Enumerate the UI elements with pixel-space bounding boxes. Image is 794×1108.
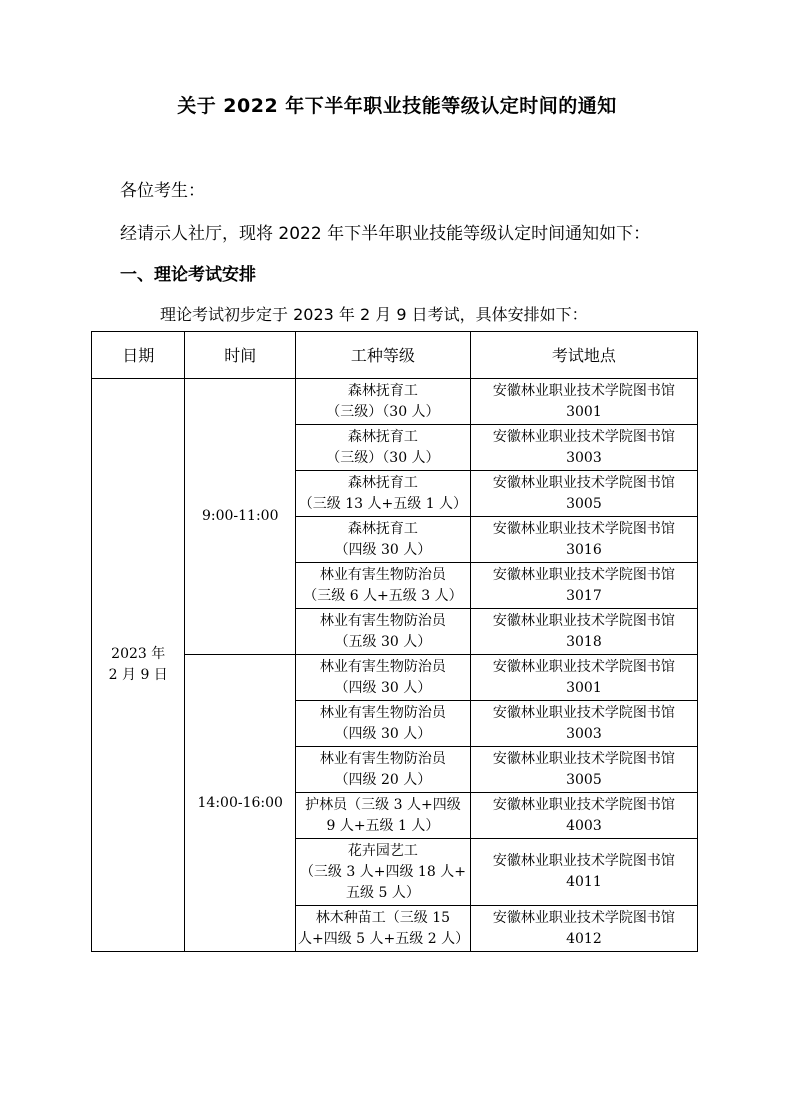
- cell-line: 2 月 9 日: [108, 667, 168, 683]
- table-header-row: [92, 332, 698, 379]
- cell-line: 森林抚育工: [347, 474, 418, 491]
- cell-line: 3016: [566, 541, 602, 558]
- section-heading: 一、理论考试安排: [120, 265, 256, 285]
- location-cell: [470, 747, 697, 793]
- location-cell: [470, 609, 697, 655]
- trade-level-cell: [296, 609, 471, 655]
- cell-line: 安徽林业职业技术学院图书馆: [492, 909, 675, 926]
- table-body: [92, 379, 698, 952]
- trade-level-cell: [296, 655, 471, 701]
- cell-line: 护林员（三级 3 人+四级: [305, 796, 461, 813]
- cell-line: （三级）（30 人）: [326, 449, 440, 466]
- cell-line: 安徽林业职业技术学院图书馆: [492, 612, 675, 629]
- cell-line: （三级 6 人+五级 3 人）: [303, 587, 463, 604]
- date-cell: [92, 379, 185, 952]
- time-cell: 9:00-11:00: [185, 379, 296, 655]
- location-cell: [470, 425, 697, 471]
- cell-line: 3003: [566, 449, 602, 466]
- location-cell: [470, 655, 697, 701]
- cell-line: 安徽林业职业技术学院图书馆: [492, 750, 675, 767]
- cell-line: 4012: [566, 930, 602, 947]
- cell-line: （五级 30 人）: [334, 633, 432, 650]
- salutation: 各位考生：: [120, 181, 205, 201]
- cell-line: 3017: [566, 587, 602, 604]
- cell-line: （三级 13 人+五级 1 人）: [298, 495, 468, 512]
- cell-line: 4003: [566, 817, 602, 834]
- trade-level-cell: [296, 471, 471, 517]
- location-cell: [470, 701, 697, 747]
- cell-line: 安徽林业职业技术学院图书馆: [492, 796, 675, 813]
- location-cell: [470, 517, 697, 563]
- header-date: 日期: [92, 332, 185, 379]
- table-row: [92, 379, 698, 425]
- cell-line: （四级 30 人）: [334, 679, 432, 696]
- cell-line: 林木种苗工（三级 15: [315, 909, 451, 926]
- time-cell: 14:00-16:00: [185, 655, 296, 952]
- cell-line: 安徽林业职业技术学院图书馆: [492, 704, 675, 721]
- cell-line: 3018: [566, 633, 602, 650]
- cell-line: （三级）（30 人）: [326, 403, 440, 420]
- cell-line: 森林抚育工: [347, 382, 418, 399]
- cell-line: 安徽林业职业技术学院图书馆: [492, 474, 675, 491]
- cell-line: 9 人+五级 1 人）: [326, 817, 440, 834]
- header-trade-level: 工种等级: [296, 332, 471, 379]
- trade-level-cell: [296, 379, 471, 425]
- cell-line: 林业有害生物防治员: [319, 658, 446, 675]
- cell-line: 3003: [566, 725, 602, 742]
- trade-level-cell: [296, 425, 471, 471]
- cell-line: 安徽林业职业技术学院图书馆: [492, 382, 675, 399]
- trade-level-cell: [296, 747, 471, 793]
- cell-line: 安徽林业职业技术学院图书馆: [492, 428, 675, 445]
- cell-line: 安徽林业职业技术学院图书馆: [492, 520, 675, 537]
- cell-line: 4011: [566, 874, 602, 890]
- cell-line: 人+四级 5 人+五级 2 人）: [298, 930, 470, 947]
- trade-level-cell: [296, 793, 471, 839]
- cell-line: 3005: [566, 495, 602, 512]
- header-location: 考试地点: [470, 332, 697, 379]
- cell-line: 五级 5 人）: [346, 884, 420, 901]
- header-time: 时间: [185, 332, 296, 379]
- cell-line: （三级 3 人+四级 18 人+: [299, 863, 466, 880]
- exam-schedule-table: [91, 331, 698, 952]
- cell-line: 林业有害生物防治员: [319, 704, 446, 721]
- trade-level-cell: [296, 906, 471, 952]
- cell-line: 安徽林业职业技术学院图书馆: [492, 658, 675, 675]
- intro-paragraph: 经请示人社厅，现将 2022 年下半年职业技能等级认定时间通知如下：: [120, 224, 651, 244]
- trade-level-cell: [296, 701, 471, 747]
- location-cell: [470, 906, 697, 952]
- location-cell: [470, 471, 697, 517]
- cell-line: （四级 20 人）: [334, 771, 432, 788]
- cell-line: 林业有害生物防治员: [319, 612, 446, 629]
- cell-line: 3005: [566, 771, 602, 788]
- cell-line: （四级 30 人）: [334, 725, 432, 742]
- cell-line: 林业有害生物防治员: [319, 566, 446, 583]
- location-cell: [470, 379, 697, 425]
- cell-line: 安徽林业职业技术学院图书馆: [492, 853, 675, 869]
- location-cell: [470, 839, 697, 906]
- cell-line: 3001: [566, 679, 602, 696]
- page-title: 关于 2022 年下半年职业技能等级认定时间的通知: [177, 95, 617, 117]
- trade-level-cell: [296, 563, 471, 609]
- schedule-intro: 理论考试初步定于 2023 年 2 月 9 日考试，具体安排如下：: [160, 305, 588, 324]
- location-cell: [470, 563, 697, 609]
- cell-line: 森林抚育工: [347, 428, 418, 445]
- cell-line: 森林抚育工: [347, 520, 418, 537]
- cell-line: 林业有害生物防治员: [319, 750, 446, 767]
- location-cell: [470, 793, 697, 839]
- cell-line: 3001: [566, 403, 602, 420]
- cell-line: （四级 30 人）: [334, 541, 432, 558]
- trade-level-cell: [296, 517, 471, 563]
- cell-line: 花卉园艺工: [347, 842, 418, 859]
- cell-line: 安徽林业职业技术学院图书馆: [492, 566, 675, 583]
- trade-level-cell: [296, 839, 471, 906]
- cell-line: 2023 年: [111, 646, 166, 662]
